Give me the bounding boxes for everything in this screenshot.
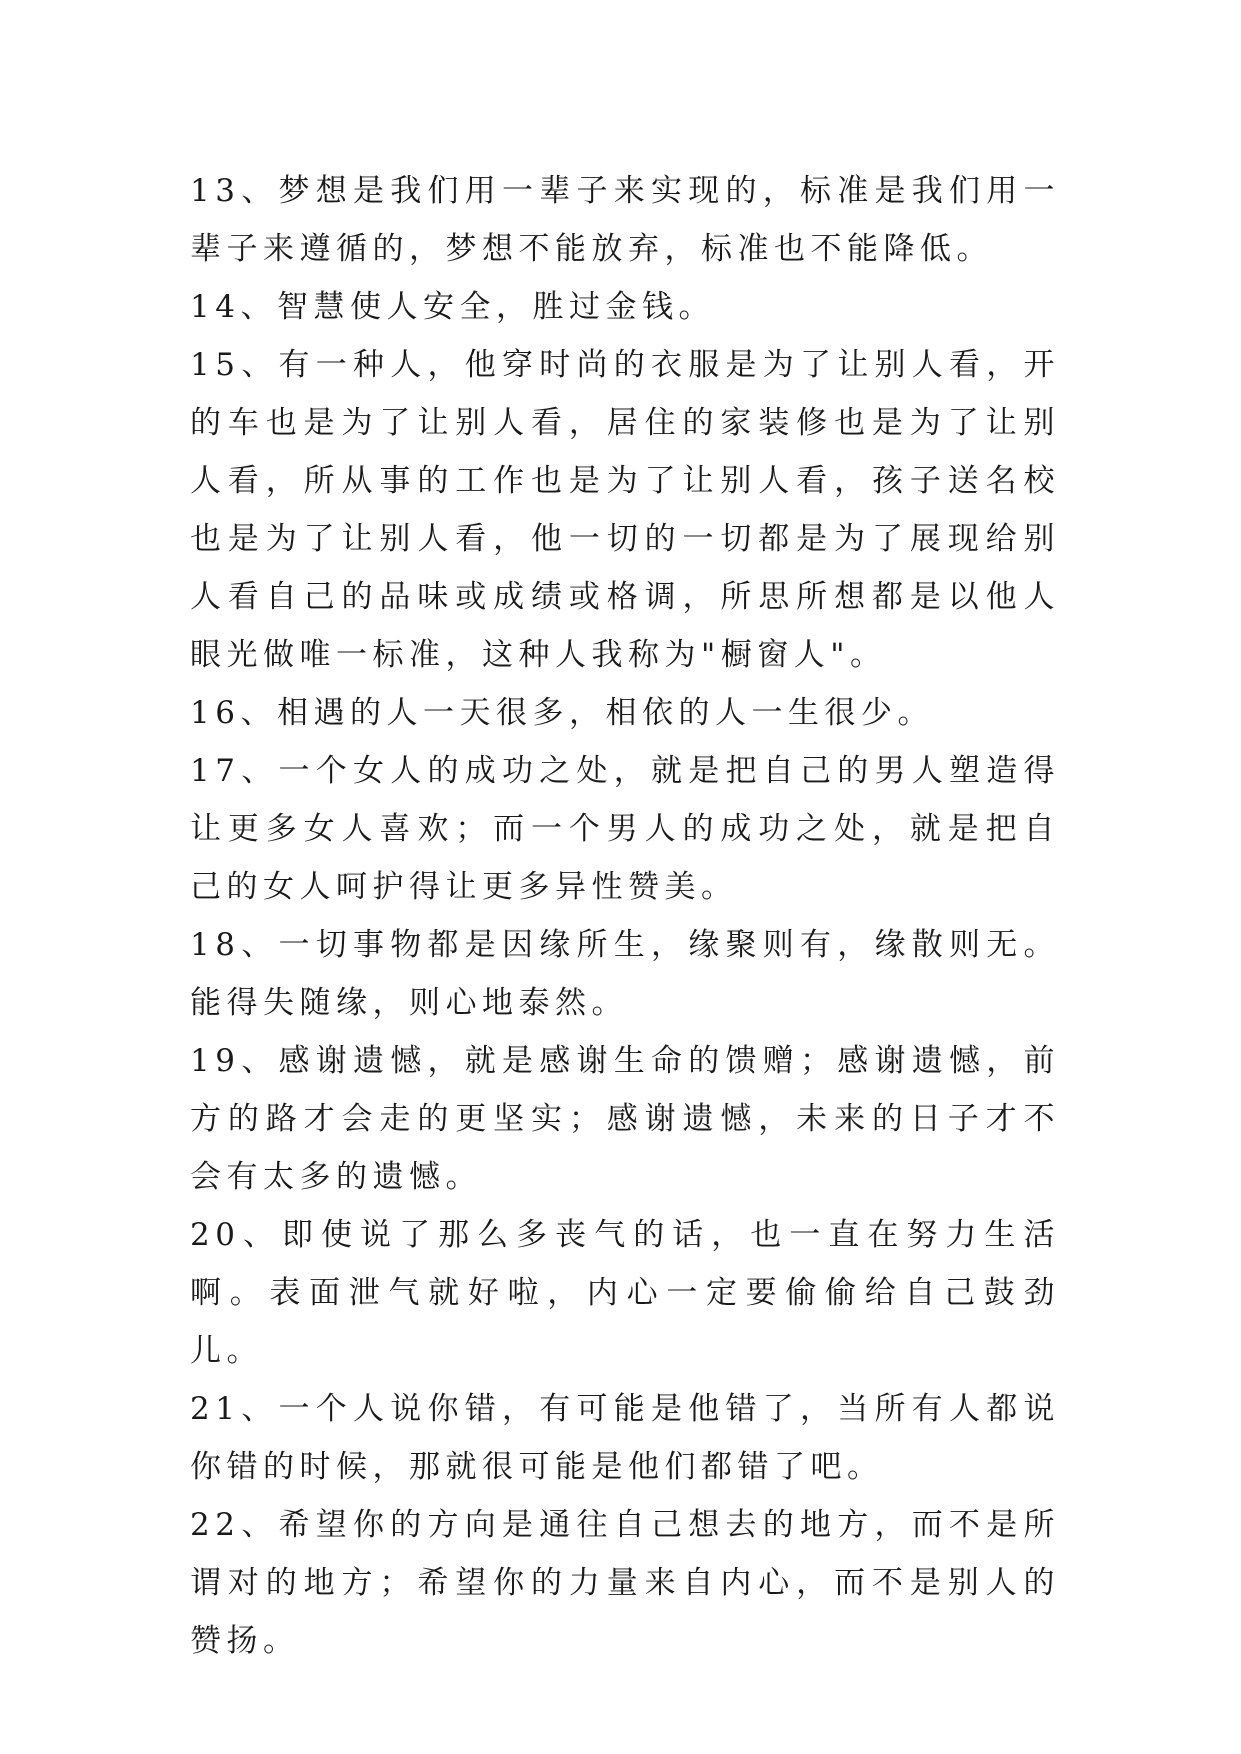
quote-paragraph-14: 14、智慧使人安全，胜过金钱。 (190, 289, 715, 325)
quote-paragraph-21: 21、一个人说你错，有可能是他错了，当所有人都说你错的时候，那就很可能是他们都错了吧。 (190, 1391, 1060, 1485)
quote-paragraph-22: 22、希望你的方向是通往自己想去的地方，而不是所谓对的地方；希望你的力量来自内心，而不是别人的赞扬。 (190, 1507, 1060, 1659)
quote-paragraph-13: 13、梦想是我们用一辈子来实现的，标准是我们用一辈子来遵循的，梦想不能放弃，标准也不能降低。 (190, 173, 1060, 267)
quote-paragraph-17: 17、一个女人的成功之处，就是把自己的男人塑造得让更多女人喜欢；而一个男人的成功之处，就是把自己的女人呵护得让更多异性赞美。 (190, 753, 1060, 905)
quote-paragraph-18: 18、一切事物都是因缘所生，缘聚则有，缘散则无。能得失随缘，则心地泰然。 (190, 927, 1060, 1021)
quote-list (190, 162, 1060, 1670)
quote-paragraph-15: 15、有一种人，他穿时尚的衣服是为了让别人看，开的车也是为了让别人看，居住的家装修也是为了让别人看，所从事的工作也是为了让别人看，孩子送名校也是为了让别人看，他一切的一切都是为了展现给别人看自己的品味或成绩或格调，所思所想都是以他人眼光做唯一标准，这种人我称为"橱窗人"。 (190, 347, 1060, 673)
quote-paragraph-19: 19、感谢遗憾，就是感谢生命的馈赠；感谢遗憾，前方的路才会走的更坚实；感谢遗憾，未来的日子才不会有太多的遗憾。 (190, 1043, 1060, 1195)
quote-paragraph-20: 20、即使说了那么多丧气的话，也一直在努力生活啊。表面泄气就好啦，内心一定要偷偷给自己鼓劲儿。 (190, 1217, 1060, 1369)
quote-paragraph-16: 16、相遇的人一天很多，相依的人一生很少。 (190, 695, 934, 731)
